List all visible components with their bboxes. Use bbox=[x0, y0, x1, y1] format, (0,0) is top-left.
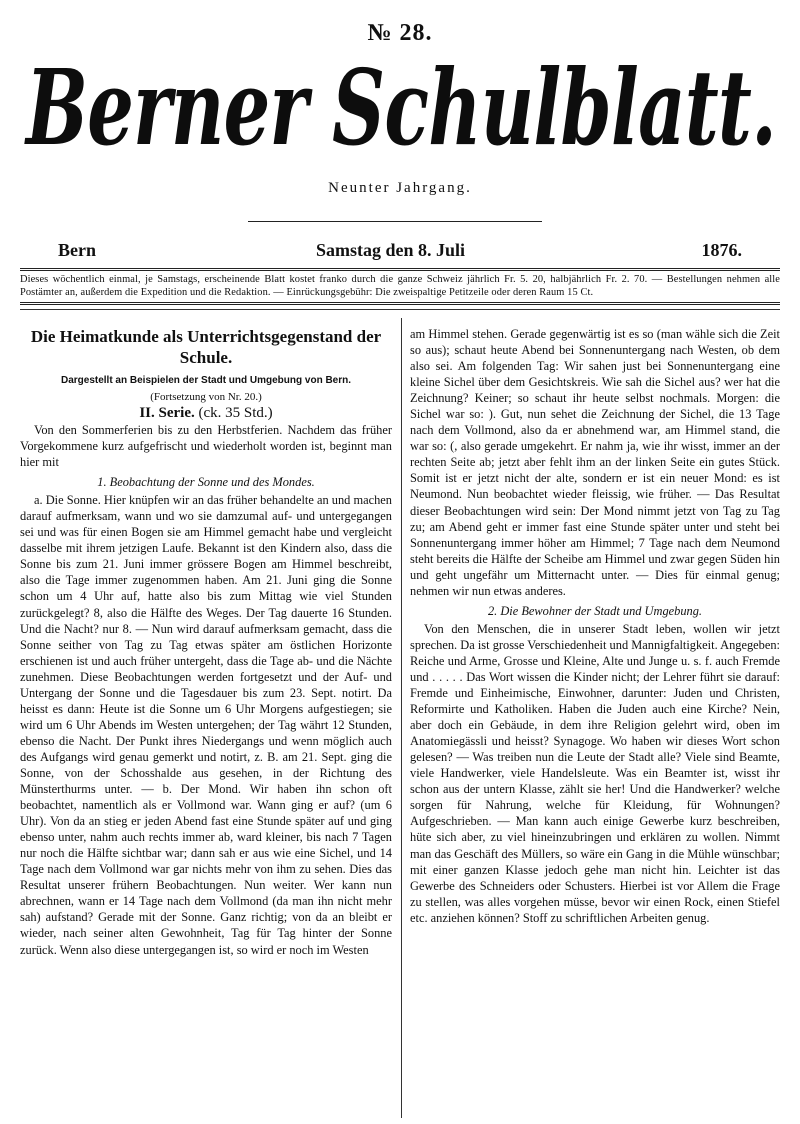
edition-line: Neunter Jahrgang. bbox=[328, 180, 472, 196]
series-label: II. Serie. bbox=[139, 405, 195, 421]
masthead-blackletter-logo bbox=[16, 46, 786, 166]
masthead bbox=[16, 46, 786, 166]
article-paragraph: am Himmel stehen. Gerade gegenwärtig ist es so (man wähle sich die Zeit so aus); schaut heute Abend bei Sonnenuntergang nach Westen, ob dem also sei. Am folgenden Tag: Wir sahen just bei Sonnenuntergang eine kleine Sichel über dem Gesichtskreis. Wie sah die Sichel aus? wer hat die Zeichnung? Keiner; so schaut ihr heute selbst nochmals. Morgen: die Sichel war so: ). Gut, nun sehet die Zeichnung der Sichel, die 13 Tage nach dem Vollmond, also da er abnehmend war, am Himmel stand, die war so: (, also gerade umgekehrt. Er nahm ja, wie ihr wisst, immer an der rechten Seite ab; jetzt aber fehlt ihm an der linken Seite ein gutes Stück. Somit ist er jetzt nicht der alte, sondern er ist ein neuer Mond: es ist Neumond. Nun beobachtet wieder fleissig, wie früher. — Das Resultat dieser Beobachtungen wird sein: Der Mond nimmt jetzt von Tag zu Tag zu; am Abend geht er immer fast eine Stunde später unter und steht bei Sonnenuntergang immer höher am Himmel; 7 Tage nach dem Neumond steht bereits die Hälfte der Scheibe am Himmel und zwar gegen Süden hin und geht ungefähr um Mitternacht unter. — Dies für einmal genug; nehmen wir nun etwas anderes. bbox=[410, 327, 780, 598]
subscription-notice: Dieses wöchentlich einmal, je Samstags, erscheinende Blatt kostet franko durch die ganze Schweiz jährlich Fr. 5. 20, halbjährlich Fr. 2. 70. — Bestellungen nehmen alle Postämter an, außerdem die Expedition und die Redaktion. — Einrückungsgebühr: Die zweispaltige Petitzeile oder deren Raum 15 Ct. bbox=[20, 274, 780, 298]
article-paragraph: Von den Menschen, die in unserer Stadt leben, wollen wir jetzt sprechen. Da ist grosse Verschiedenheit und Mannigfaltigkeit. Angegeben: Reiche und Arme, Grosse und Kleine, Alte und Junge u. s. f. auch Fremde und . . . . . Das Wort wissen die Kinder nicht; der Lehrer führt sie darauf: Fremde und Einheimische, Einwohner, darunter: Juden und Christen, Reformirte und Katholiken. Haben die Juden auch eine Kirche? Nein, aber doch ein Gebäude, in dem ihre Religion gelehrt wird, oben im Anatomiegässli und heisst? Synagoge. Wo haben wir dieses Wort schon gelesen? — Was treiben nun die Leute der Stadt alle? Viele sind Beamte, viele Handwerker, viele Handelsleute. Was ein Beamter ist, wisst ihr schon aus der untern Klasse, zählt sie her! Und die Handwerker? welche sorgen für Nahrung, welche für Kleidung, für Wohnungen? Aufgeschrieben. — Man kann auch einige Gewerbe kurz beschreiben, hüte sich aber, zu viel hineinzubringen und erklären zu wollen. Nimmt man das Geschäft des Müllers, so wäre ein Gang in die Mühle wünschbar; mit einer ganzen Klasse jedoch gehe man nicht hin. Leichter ist das Gewerbe des Schneiders oder Schusters. Hierbei ist vor Allem die Frage zu stellen, was alles vorgehen müsse, bevor wir einen Rock, einen Stiefel etc. anziehen können? Stoff zu schriftlichen Arbeiten genug. bbox=[410, 621, 780, 925]
column-right bbox=[410, 326, 780, 926]
section-title: 2. Die Bewohner der Stadt und Umgebung. bbox=[487, 603, 703, 618]
masthead-title: Berner Schulblatt. bbox=[23, 46, 776, 166]
divider-rule bbox=[248, 221, 542, 222]
section-title: 1. Beobachtung der Sonne und des Mondes. bbox=[97, 475, 315, 490]
article-paragraph: a. Die Sonne. Hier knüpfen wir an das früher behandelte an und machen darauf aufmerksam, wann und wo sie damzumal auf- und untergegangen sei und was für einen Bogen sie am Himmel gemacht habe und vergleicht dasselbe mit ihrem jetzigen Laufe. Bekannt ist den Kindern also, dass die Sonne bis zum 21. Juni immer grössere Bogen am Himmel beschreibt, also die Tage immer zugenommen haben. Am 21. Juni ging die Sonne schon um 4 Uhr auf, hatte also bis zum Mittag wie viel Stunden zurückgelegt? 8, also die Hälfte des Weges. Der Tag dauerte 16 Stunden. Und die Nacht? nur 8. — Nun wird darauf aufmerksam gemacht, dass die Sonne seither von Tag zu Tag etwas später am östlichen Horizonte erschienen ist und auch früher untergeht, dass die Tage ab- und die Nächte zunehmen. Diese Beobachtungen werden fortgesetzt und der Auf- und Untergang der Sonne und die Tagesdauer bis zum 23. Sept. notirt. Da heisst es dann: Heute ist die Sonne um 6 Uhr Morgens aufgestiegen; sie wird um 6 Uhr Abends im Westen untergehen; der Tag währt 12 Stunden, ebenso die Nacht. Der Punkt ihres Niedergangs und wenn möglich auch des Aufgangs wird genau gemerkt und notirt, z. B. am 21. Sept. ging die Sonne, von der Schosshalde aus gesehen, in der Richtung des Münsterthurms unter. — b. Der Mond. Wir haben ihn schon oft beobachtet, namentlich als er Vollmond war. Wann ging er auf? (um 6 Uhr). Von da an stieg er jeden Abend fast eine Stunde später auf und ging ebenso unter, nahm auch rechts immer ab, ward kleiner, bis nach 7 Tagen nur noch die Hälfte sichtbar war; dann sah er aus wie eine Sichel, und 14 Tage nach dem Vollmond war gar nichts mehr von ihm zu sehen. Dies das Resultat unserer frühern Beobachtungen. Nun weiter. Wer kann nun abrechnen, wann er 14 Tage nach dem Vollmond (da man ihn nicht mehr sah) aufstand? Gerade mit der Sonne. Ganz richtig; von da an bleibt er wieder, nach seiner alten Gewohnheit, Tag für Tag hinter der Sonne zurück. Wenn also diese untergegangen ist, so wird er noch im Westen bbox=[20, 493, 392, 957]
series-heading bbox=[20, 404, 392, 422]
issue-number: № 28. bbox=[367, 20, 433, 46]
article-headline: Die Heimatkunde als Unterrichtsgegenstand der Schule. bbox=[30, 327, 382, 367]
article-continued-note: (Fortsetzung von Nr. 20.) bbox=[150, 391, 262, 403]
column-divider bbox=[401, 318, 402, 1118]
article-subheadline: Dargestellt an Beispielen der Stadt und Umgebung von Bern. bbox=[60, 375, 352, 386]
double-rule-top bbox=[20, 268, 780, 271]
divider-rule bbox=[20, 309, 780, 310]
series-hours: (ck. 35 Std.) bbox=[198, 405, 273, 421]
double-rule-bottom bbox=[20, 302, 780, 305]
article-intro: Von den Sommerferien bis zu den Herbstferien. Nachdem das früher Vorgekommene kurz aufgefrischt und wiederholt worden ist, beginnt man hier mit bbox=[20, 423, 392, 470]
dateline-place: Bern bbox=[58, 240, 96, 260]
dateline-year: 1876. bbox=[701, 240, 742, 260]
dateline bbox=[58, 240, 742, 264]
column-left bbox=[20, 326, 392, 958]
dateline-date: Samstag den 8. Juli bbox=[316, 240, 466, 260]
